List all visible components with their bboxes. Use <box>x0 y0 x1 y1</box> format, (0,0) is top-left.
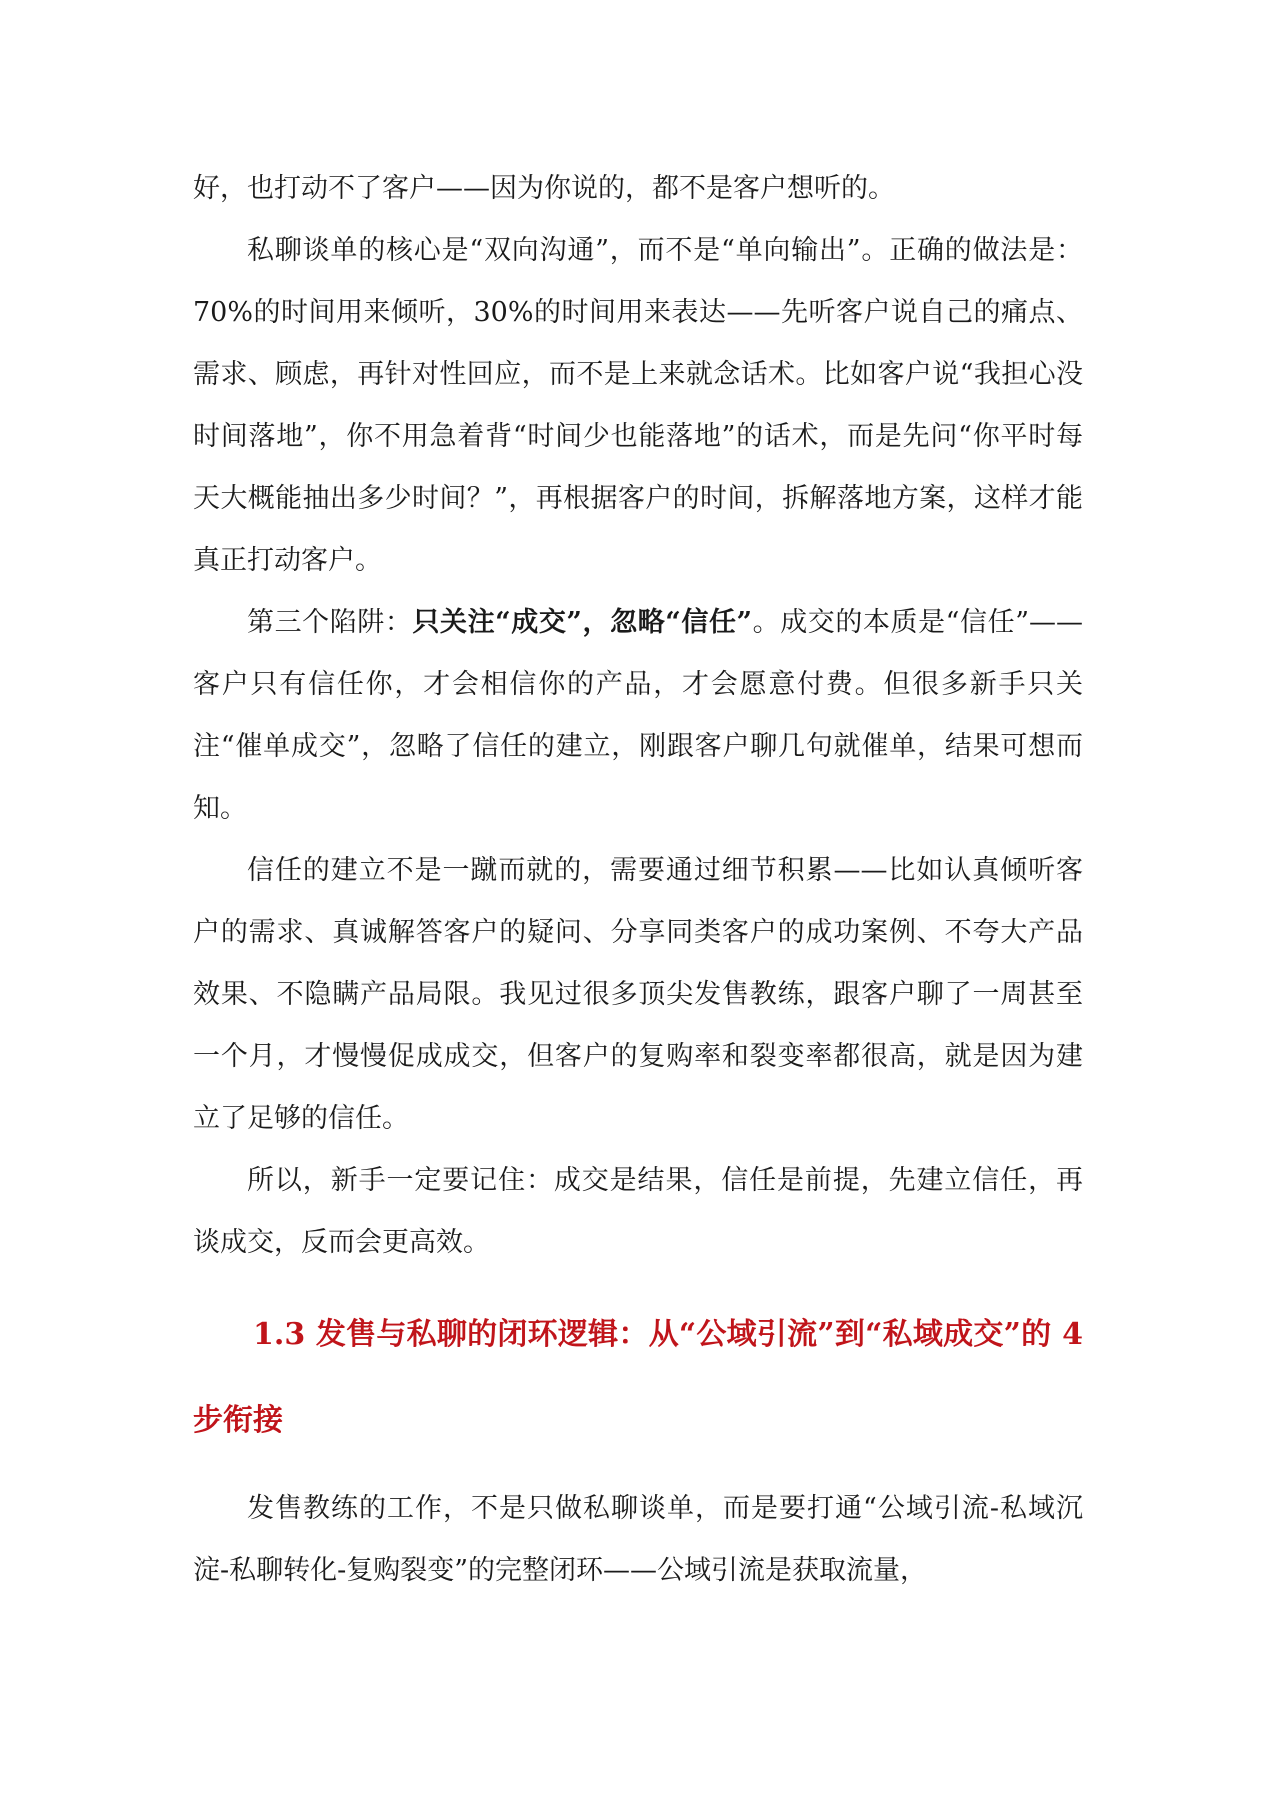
paragraph-two-way-communication: 私聊谈单的核心是“双向沟通”，而不是“单向输出”。正确的做法是：70%的时间用来倾听，30%的时间用来表达——先听客户说自己的痛点、需求、顾虑，再针对性回应，而不是上来就念话术。比如客户说“我担心没时间落地”，你不用急着背“时间少也能落地”的话术，而是先问“你平时每天大概能抽出多少时间？”，再根据客户的时间，拆解落地方案，这样才能真正打动客户。 <box>193 235 1083 576</box>
page-content <box>193 158 1083 1602</box>
paragraph-remember: 所以，新手一定要记住：成交是结果，信任是前提，先建立信任，再谈成交，反而会更高效。 <box>193 1165 1083 1258</box>
third-trap-bold: 只关注“成交”，忽略“信任” <box>412 607 753 638</box>
third-trap-rest: 。成交的本质是“信任”——客户只有信任你，才会相信你的产品，才会愿意付费。但很多新手只关注“催单成交”，忽略了信任的建立，刚跟客户聊几句就催单，结果可想而知。 <box>193 607 1083 824</box>
third-trap-prefix: 第三个陷阱： <box>247 607 413 638</box>
paragraph-continuation: 好，也打动不了客户——因为你说的，都不是客户想听的。 <box>193 173 895 204</box>
paragraph-closed-loop: 发售教练的工作，不是只做私聊谈单，而是要打通“公域引流-私域沉淀-私聊转化-复购裂变”的完整闭环——公域引流是获取流量， <box>193 1493 1083 1586</box>
paragraph-trust-building: 信任的建立不是一蹴而就的，需要通过细节积累——比如认真倾听客户的需求、真诚解答客户的疑问、分享同类客户的成功案例、不夸大产品效果、不隐瞒产品局限。我见过很多顶尖发售教练，跟客户聊了一周甚至一个月，才慢慢促成成交，但客户的复购率和裂变率都很高，就是因为建立了足够的信任。 <box>193 855 1083 1134</box>
paragraph-third-trap <box>193 592 1083 840</box>
section-heading: 1.3 发售与私聊的闭环逻辑：从“公域引流”到“私域成交”的 4 步衔接 <box>193 1317 1083 1438</box>
